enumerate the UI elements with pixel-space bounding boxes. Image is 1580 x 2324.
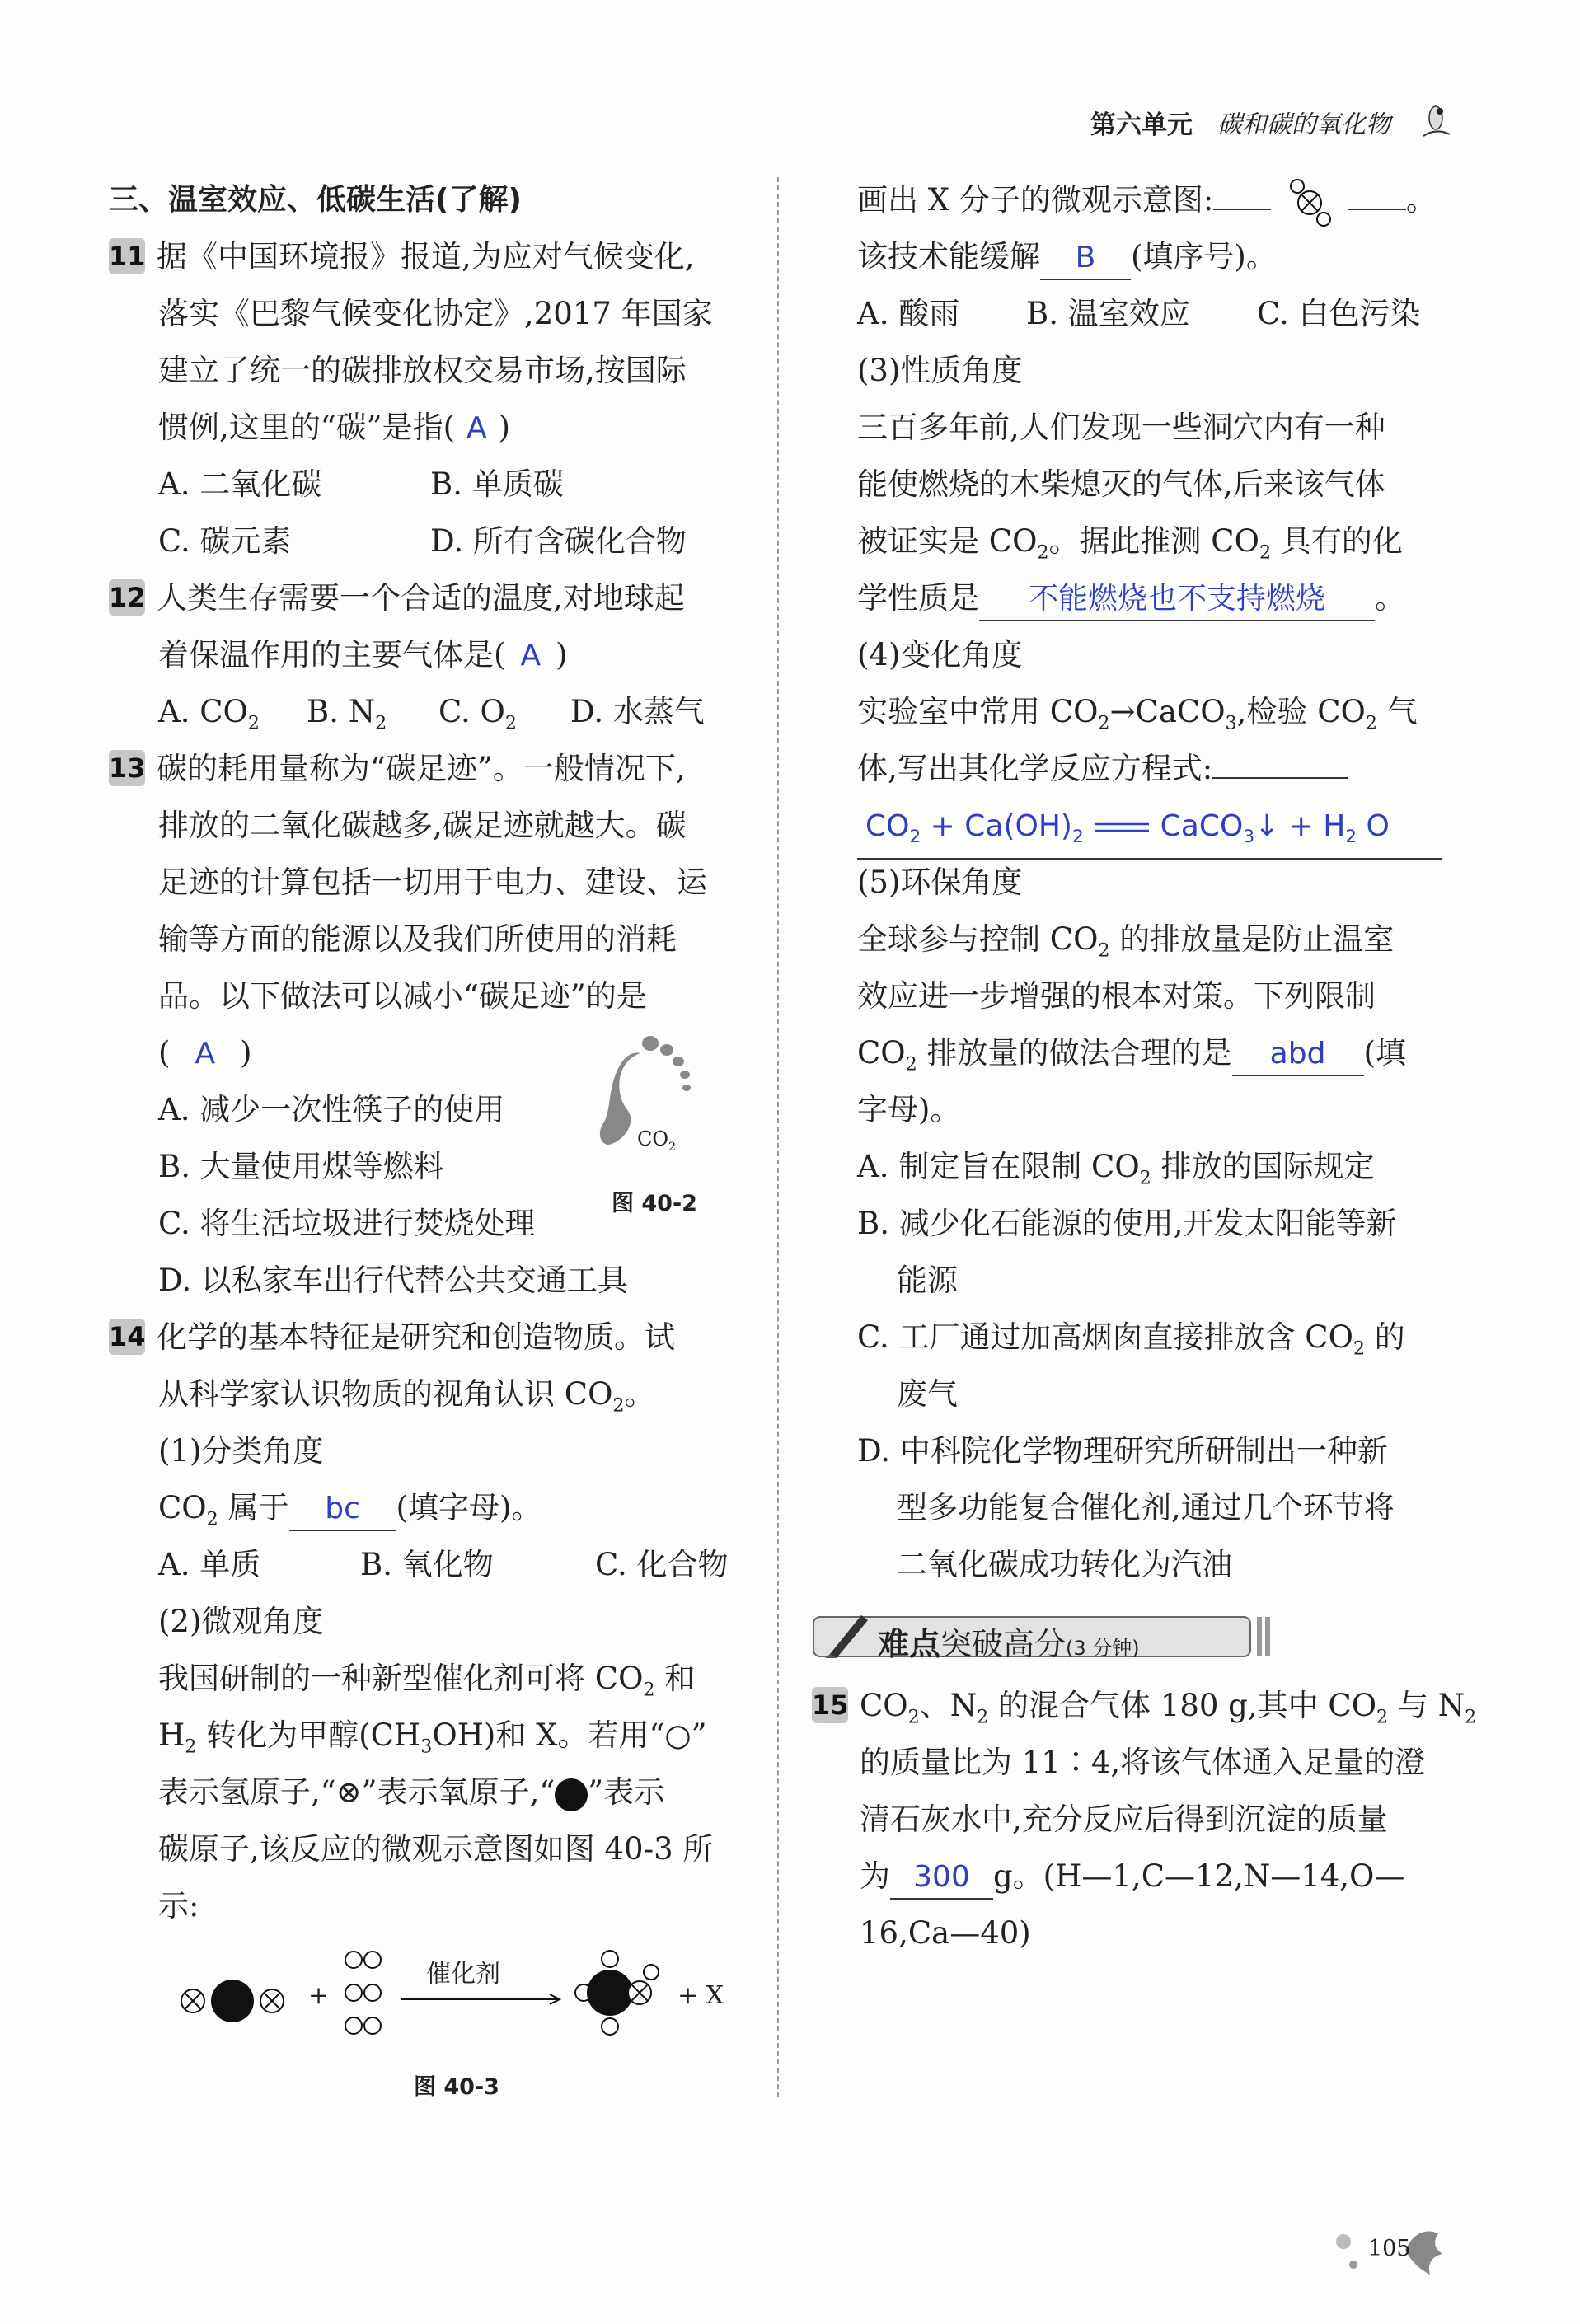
q15-block [812,1677,1477,1961]
handwritten-equation: $CO_2 + Ca(OH)_2$ CaCO$_3$↓ + $H_2$ O [857,806,1442,860]
handwritten-answer: B [1075,241,1096,274]
q13-line-3: 足迹的计算包括一切用于电力、建设、运 [158,864,707,900]
q14-p4-line-1: 实验室中常用 $CO_2\to CaCO_3$,检验 $CO_2$ 气 [857,694,1418,734]
handwritten-answer: abd [1269,1037,1326,1071]
question-number: 14 [109,1319,145,1355]
handwritten-answer: 300 [913,1860,970,1894]
column-divider [777,177,779,2097]
unit-title: 碳和碳的氧化物 [1217,110,1390,139]
figure-40-3-caption: 图 40-3 [414,2074,499,2100]
q14-p1-title: (1)分类角度 [158,1433,324,1469]
q14-p4-line-2: 体,写出其化学反应方程式: [857,740,1459,797]
q14-p2-line-3: 表示氢原子,“⊗”表示氧原子,“ ”表示 [158,1774,665,1810]
handwritten-answer: A [466,411,487,445]
q14-p2-line-5: 示: [158,1888,199,1923]
q15-line-4: 为 300 g。(H—1,C—12,N—14,O— [812,1848,1455,1905]
footprint-label: $CO_2$ [637,1127,677,1154]
q14-p3-line-4: 学性质是 不能燃烧也不支持燃烧 。 [857,569,1459,626]
q14-p5-title: (5)环保角度 [857,864,1023,900]
double-bar-equals-icon [1093,819,1151,836]
q14-line-1: 14 化学的基本特征是研究和创造物质。试 [109,1319,675,1355]
x-molecule-drawing-icon [1281,178,1339,227]
q12-line-2: 着保温作用的主要气体是( A ) [158,637,568,672]
co2-molecule-icon [175,1976,290,2026]
methanol-molecule-icon [570,1947,661,2038]
q14-p5-option-a: A. 制定旨在限制 $CO_2$ 排放的国际规定 [857,1149,1375,1189]
question-number: 15 [812,1687,848,1723]
q14-p3-line-2: 能使燃烧的木柴熄灭的气体,后来该气体 [857,466,1385,502]
figure-40-2-caption: 图 40-2 [612,1191,697,1216]
q13-option-d: D. 以私家车出行代替公共交通工具 [158,1263,628,1298]
q14-p5-option-c: C. 工厂通过加高烟囱直接排放含 $CO_2$ 的 [857,1319,1405,1360]
q14-p5-option-b-cont: 能源 [897,1263,958,1298]
pen-icon [822,1609,871,1658]
catalyst-label: 催化剂 [426,1960,500,1989]
handwritten-answer: bc [325,1492,360,1525]
q11-line-4: 惯例,这里的“碳”是指( A ) [158,410,511,445]
q11-line-3: 建立了统一的碳排放权交易市场,按国际 [158,353,687,388]
plus-sign: + [308,1981,330,2010]
question-number: 12 [109,579,145,616]
q14-p2-line-1: 我国研制的一种新型催化剂可将 $CO_2$ 和 [158,1661,696,1701]
q13-line-5: 品。以下做法可以减小“碳足迹”的是 [158,978,647,1014]
q14-p5-line-2: 效应进一步增强的根本对策。下列限制 [857,978,1376,1014]
q14-p2-cont-1: 画出 X 分子的微观示意图: 。 [857,171,1459,228]
q13-line-6: ( A ) [158,1035,252,1071]
reaction-arrow-icon [401,1991,566,2008]
q15-line-2: 的质量比为 11∶4,将该气体通入足量的澄 [860,1745,1426,1780]
q11-options-2: C. 碳元素 D. 所有含碳化合物 [158,523,687,559]
q14-p4-equation [857,797,1459,854]
right-column [857,171,1459,1593]
left-column [109,171,752,2100]
figure-40-2 [583,1028,731,1193]
q11-line-1: 11 据《中国环境报》报道,为应对气候变化, [109,239,695,274]
q13-option-c: C. 将生活垃圾进行焚烧处理 [158,1206,536,1241]
q14-p5-option-b: B. 减少化石能源的使用,开发太阳能等新 [857,1206,1397,1241]
q12-line-1: 12 人类生存需要一个合适的温度,对地球起 [109,580,685,616]
q14-line-2: 从科学家认识物质的视角认识 $CO_2$。 [158,1376,655,1417]
q13-line-4: 输等方面的能源以及我们所使用的消耗 [158,921,677,957]
q11-options-1: A. 二氧化碳 B. 单质碳 [158,466,564,502]
q13-option-b: B. 大量使用煤等燃料 [158,1149,444,1184]
q14-p2-line-2: $H_2$ 转化为甲醇$(CH_3OH)$和 X。若用“○” [158,1717,707,1758]
handwritten-answer: A [195,1037,216,1071]
q14-p5-option-d-cont-2: 二氧化碳成功转化为汽油 [897,1547,1232,1582]
q12-options: A. $CO_2$ B. $N_2$ C. $O_2$ D. 水蒸气 [158,694,705,734]
q13-option-a: A. 减少一次性筷子的使用 [158,1092,505,1127]
q14-p1-options: A. 单质 B. 氧化物 C. 化合物 [158,1547,729,1582]
question-number: 11 [109,238,145,274]
difficulty-banner [812,1609,1273,1661]
hydrogen-molecules-icon [340,1943,389,2042]
q14-p3-title: (3)性质角度 [857,353,1023,388]
handwritten-answer: 不能燃烧也不支持燃烧 [1028,582,1325,616]
product-x: + X [677,1981,724,2010]
q15-line-5: 16,Ca—40) [860,1915,1031,1951]
carbon-atom-icon [555,1778,588,1811]
q14-p5-line-1: 全球参与控制 $CO_2$ 的排放量是防止温室 [857,921,1395,962]
q14-p1-text: $CO_2$ 属于 bc (填字母)。 [109,1479,752,1536]
q14-p2-title: (2)微观角度 [158,1604,324,1639]
q13-line-1: 13 碳的耗用量称为“碳足迹”。一般情况下, [109,751,686,786]
q14-p3-line-1: 三百多年前,人们发现一些洞穴内有一种 [857,410,1385,445]
section-title: 三、温室效应、低碳生活(了解) [109,183,522,217]
q11-line-2: 落实《巴黎气候变化协定》,2017 年国家 [158,296,713,331]
unit-label: 第六单元 [1090,110,1193,140]
question-number: 13 [109,750,145,786]
q15-line-3: 清石灰水中,充分反应后得到沉淀的质量 [860,1802,1388,1837]
q14-p2-options: A. 酸雨 B. 温室效应 C. 白色污染 [857,296,1421,331]
page-number: 105 [1368,2236,1411,2261]
q14-p2-cont-2: 该技术能缓解 B (填序号)。 [857,228,1459,285]
banner-title: 难点突破高分(3 分钟) [878,1626,1140,1662]
q14-p5-line-4: 字母)。 [857,1092,961,1127]
q14-p5-option-d: D. 中科院化学物理研究所研制出一种新 [857,1433,1388,1469]
leaf-decoration-icon [1415,101,1456,143]
q15-line-1: 15 $CO_2$、$N_2$ 的混合气体 180 g,其中 $CO_2$ 与 $N_2$ [812,1688,1477,1728]
handwritten-answer: A [520,639,542,672]
q14-p4-title: (4)变化角度 [857,637,1023,672]
q14-p2-line-4: 碳原子,该反应的微观示意图如图 40-3 所 [158,1831,714,1867]
q14-p3-line-3: 被证实是 $CO_2$。据此推测 $CO_2$ 具有的化 [857,523,1403,564]
figure-40-3-reaction [175,1943,752,2050]
page-header [1090,97,1456,147]
q13-line-2: 排放的二氧化碳越多,碳足迹就越大。碳 [158,808,687,843]
q14-p5-line-3: $CO_2$ 排放量的做法合理的是 abd (填 [857,1024,1459,1081]
q14-p5-option-c-cont: 废气 [897,1376,958,1412]
q14-p5-option-d-cont-1: 型多功能复合催化剂,通过几个环节将 [897,1490,1395,1525]
